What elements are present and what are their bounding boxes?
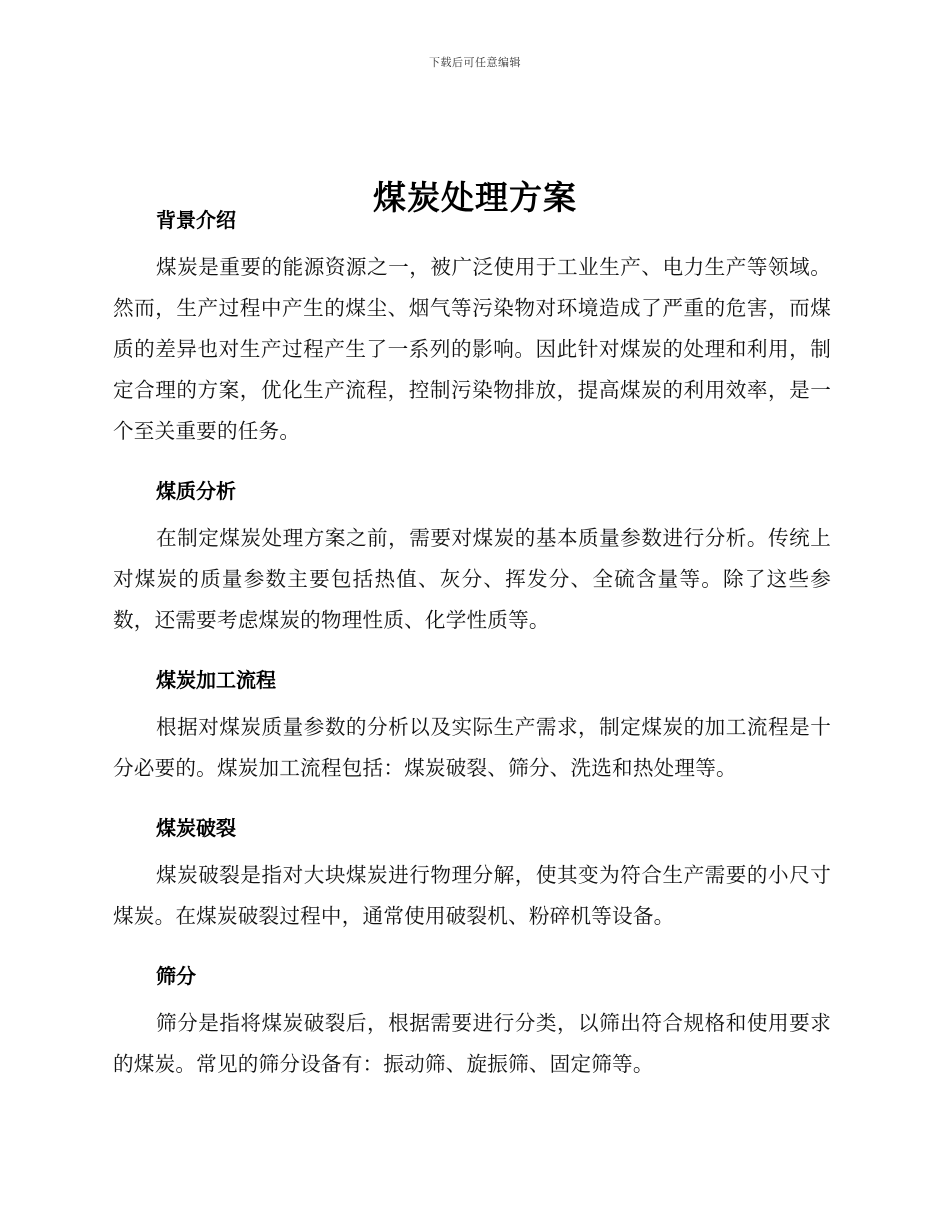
section-heading: 煤炭加工流程 xyxy=(156,668,276,692)
section-processing-flow xyxy=(113,660,831,789)
section-screening xyxy=(113,956,831,1085)
section-heading: 煤炭破裂 xyxy=(156,816,236,840)
section-heading: 筛分 xyxy=(156,964,196,988)
section-heading: 背景介绍 xyxy=(156,208,236,232)
section-background xyxy=(113,200,831,452)
section-paragraph: 在制定煤炭处理方案之前，需要对煤炭的基本质量参数进行分析。传统上对煤炭的质量参数主要包括热值、灰分、挥发分、全硫含量等。除了这些参数，还需要考虑煤炭的物理性质、化学性质等。 xyxy=(113,526,831,632)
document-content xyxy=(113,200,831,1104)
document-title: 煤炭处理方案 xyxy=(373,178,577,218)
section-coal-crushing xyxy=(113,808,831,937)
section-paragraph: 根据对煤炭质量参数的分析以及实际生产需求，制定煤炭的加工流程是十分必要的。煤炭加工流程包括：煤炭破裂、筛分、洗选和热处理等。 xyxy=(113,715,831,780)
section-paragraph: 筛分是指将煤炭破裂后，根据需要进行分类，以筛出符合规格和使用要求的煤炭。常见的筛分设备有：振动筛、旋振筛、固定筛等。 xyxy=(113,1011,831,1076)
page-header-note: 下载后可任意编辑 xyxy=(429,56,521,69)
section-paragraph: 煤炭是重要的能源资源之一，被广泛使用于工业生产、电力生产等领域。然而，生产过程中产生的煤尘、烟气等污染物对环境造成了严重的危害，而煤质的差异也对生产过程产生了一系列的影响。因此针对煤炭的处理和利用，制定合理的方案，优化生产流程，控制污染物排放，提高煤炭的利用效率，是一个至关重要的任务。 xyxy=(113,255,831,443)
section-heading: 煤质分析 xyxy=(156,479,236,503)
section-coal-quality-analysis xyxy=(113,471,831,641)
section-paragraph: 煤炭破裂是指对大块煤炭进行物理分解，使其变为符合生产需要的小尺寸煤炭。在煤炭破裂过程中，通常使用破裂机、粉碎机等设备。 xyxy=(113,863,831,928)
